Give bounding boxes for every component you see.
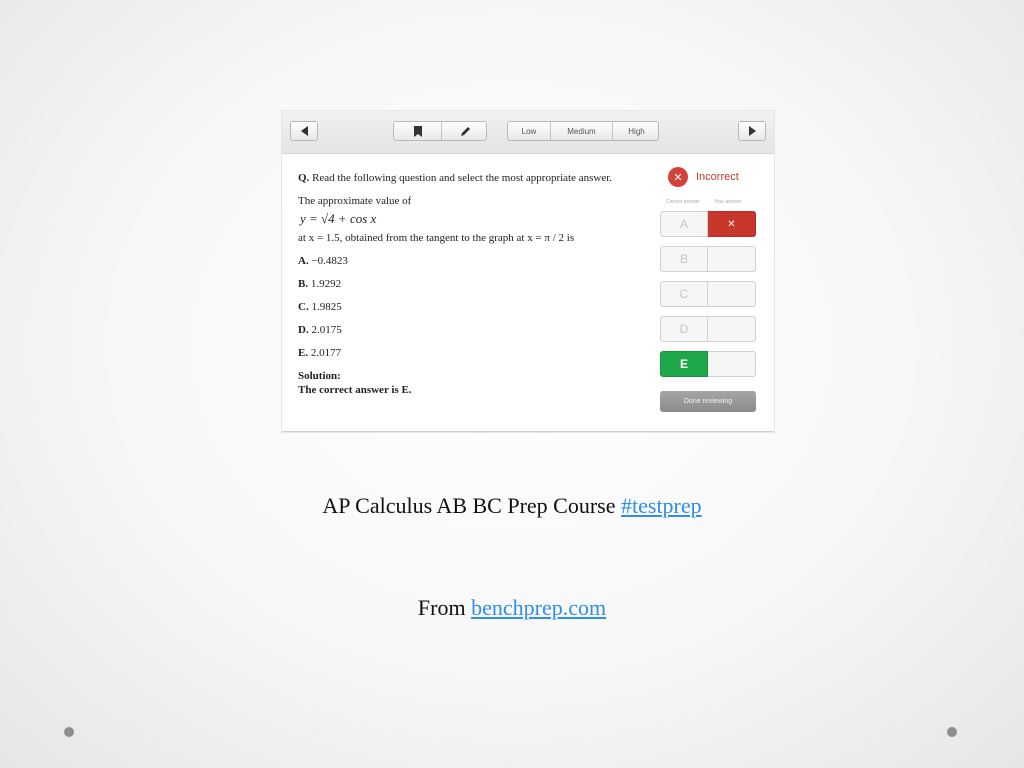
question-screenshot [282, 111, 774, 432]
option-letter: D. [298, 324, 309, 336]
difficulty-high-button[interactable]: High [612, 122, 660, 140]
option-letter: C. [298, 301, 309, 313]
your-answer-cell [708, 351, 756, 377]
option-a[interactable] [298, 255, 348, 267]
answer-row-c [660, 281, 756, 307]
your-answer-cell-wrong: ✕ [708, 211, 756, 237]
bookmark-button[interactable] [394, 122, 441, 140]
col-header-yours: Your answer [714, 199, 742, 205]
option-text: −0.4823 [311, 255, 348, 267]
difficulty-medium-button[interactable]: Medium [550, 122, 612, 140]
your-answer-cell [708, 316, 756, 342]
option-text: 2.0177 [310, 347, 342, 359]
course-caption [0, 493, 1024, 519]
option-b[interactable] [298, 278, 341, 290]
bookmark-icon [414, 126, 422, 137]
question-line-3: at x = 1.5, obtained from the tangent to the graph at x = π / 2 is [298, 232, 575, 244]
back-button[interactable] [290, 121, 318, 141]
triangle-left-icon [301, 126, 308, 136]
correct-answer-cell: A [660, 211, 708, 237]
question-prompt [298, 172, 612, 184]
question-prompt-text: Read the following question and select the most appropriate answer. [312, 172, 613, 184]
question-prefix: Q. [298, 172, 310, 184]
correct-answer-cell: D [660, 316, 708, 342]
slide-dot-left [64, 727, 74, 737]
your-answer-cell [708, 281, 756, 307]
status-badge [668, 167, 739, 187]
option-d[interactable] [298, 324, 342, 336]
triangle-right-icon [749, 126, 756, 136]
tool-group [393, 121, 487, 141]
course-title: AP Calculus AB BC Prep Course [322, 493, 621, 518]
option-letter: B. [298, 278, 309, 290]
toolbar [282, 111, 774, 154]
answer-row-d [660, 316, 756, 342]
done-reviewing-button[interactable]: Done reviewing [660, 391, 756, 412]
col-header-correct: Correct answer [666, 199, 700, 205]
difficulty-group [507, 121, 659, 141]
question-line-1: The approximate value of [298, 195, 412, 207]
pencil-button[interactable] [441, 122, 488, 140]
correct-answer-cell: C [660, 281, 708, 307]
difficulty-low-button[interactable]: Low [521, 126, 537, 136]
next-button[interactable] [738, 121, 766, 141]
pencil-icon [460, 126, 471, 137]
option-text: 1.9825 [311, 301, 342, 313]
option-text: 1.9292 [310, 278, 342, 290]
question-equation: y = √4 + cos x [300, 211, 377, 226]
your-answer-cell [708, 246, 756, 272]
answer-row-a [660, 211, 756, 237]
option-letter: E. [298, 347, 309, 359]
answer-row-e [660, 351, 756, 377]
option-letter: A. [298, 255, 309, 267]
close-icon: ✕ [668, 167, 688, 187]
option-c[interactable] [298, 301, 342, 313]
testprep-hashtag-link[interactable]: #testprep [621, 493, 702, 518]
correct-answer-cell: B [660, 246, 708, 272]
solution-label: Solution: [298, 370, 341, 382]
answer-row-b [660, 246, 756, 272]
slide-dot-right [947, 727, 957, 737]
correct-answer-cell-highlighted: E [660, 351, 708, 377]
option-text: 2.0175 [311, 324, 342, 336]
benchprep-link[interactable]: benchprep.com [471, 595, 607, 620]
source-label: From [417, 595, 472, 620]
solution-text: The correct answer is E. [298, 384, 412, 396]
option-e[interactable] [298, 347, 341, 359]
source-caption [0, 595, 1024, 621]
status-text: Incorrect [696, 171, 739, 183]
